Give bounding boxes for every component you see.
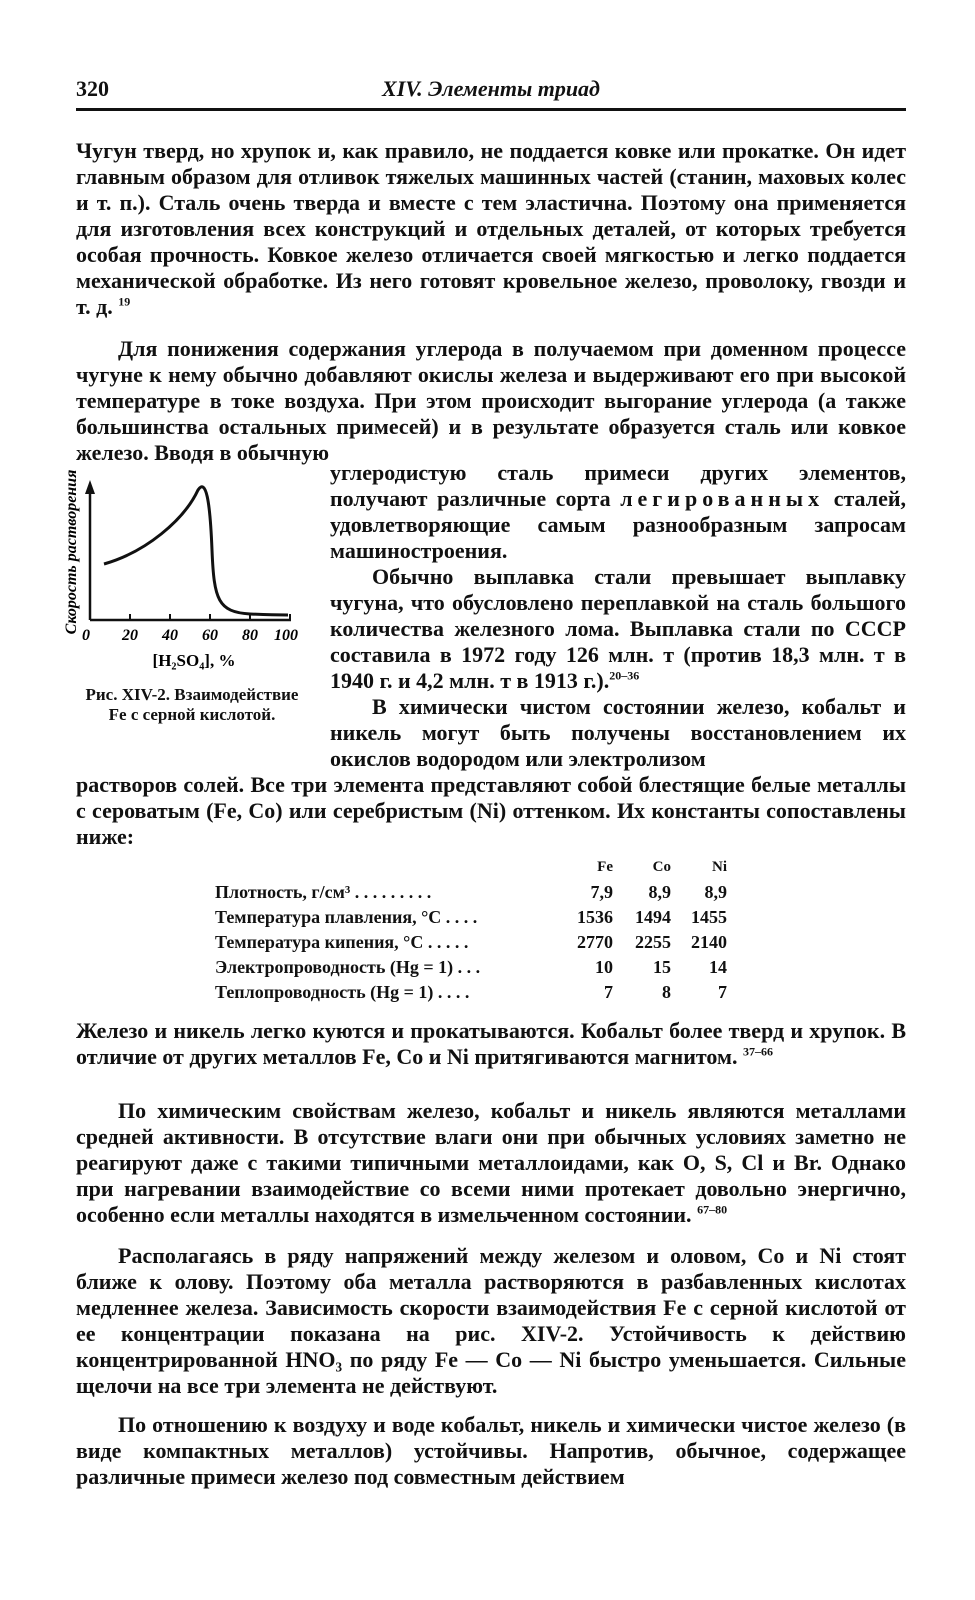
paragraph-5 <box>76 1018 906 1070</box>
cell-fe: 7,9 <box>590 882 613 902</box>
p3-ref: 20–36 <box>609 668 640 683</box>
p7-text: Располагаясь в ряду напряжений между железом и оловом, Co и Ni стоят ближе к олову. Поэтому оба металла растворяются в разбавленных кислотах медленнее железа. Зависимость скорости взаимодействия Fe с серной кислотой от ее концентрации показана на рис. XIV-2. Устойчивость к действию концентрированной HNO₃ по ряду Fe — Co — Ni быстро уменьшается. Сильные щелочи на все три элемента не действуют. <box>76 1243 906 1398</box>
cell-fe: 2770 <box>577 932 613 952</box>
paragraph-7 <box>76 1243 906 1399</box>
page-number: 320 <box>76 76 109 101</box>
paragraph-4-continued <box>76 772 906 850</box>
cell-fe: 10 <box>595 957 613 977</box>
p6-ref: 67–80 <box>697 1202 728 1217</box>
tick-label-40: 40 <box>162 627 178 644</box>
p2-side-a: углеродистую сталь примеси других элементов, получают различные сорта <box>330 460 906 511</box>
row-label: Электропроводность (Hg = 1) . . . <box>215 957 481 977</box>
tick-label-0: 0 <box>82 627 90 644</box>
table-header-row <box>215 855 735 880</box>
paragraph-6 <box>76 1098 906 1228</box>
y-axis-label: Скорость растворения <box>63 469 80 635</box>
row-label: Температура кипения, °С . . . . . <box>215 932 469 952</box>
cell-fe: 1536 <box>577 907 613 927</box>
table-row <box>215 955 735 980</box>
paragraph-2 <box>76 336 906 466</box>
cell-co: 1494 <box>635 907 671 927</box>
x-axis-label: [H₂SO₄], % <box>152 651 236 670</box>
running-title: XIV. Элементы триад <box>382 76 600 101</box>
column-header-co: Co <box>652 859 671 875</box>
tick-label-100: 100 <box>274 627 298 644</box>
row-label: Плотность, г/см³ . . . . . . . . . <box>215 882 432 902</box>
cell-co: 8 <box>662 982 671 1002</box>
row-label: Температура плавления, °С . . . . <box>215 907 478 927</box>
figure-xiv-2 <box>63 469 316 770</box>
rate-curve <box>104 487 288 615</box>
p2-spaced-word: легированных <box>620 486 825 511</box>
cell-ni: 14 <box>709 957 727 977</box>
rate-curve-plot <box>63 469 316 680</box>
y-axis-arrow <box>85 480 95 494</box>
cell-ni: 8,9 <box>704 882 727 902</box>
table-row <box>215 905 735 930</box>
side-column <box>330 460 906 772</box>
p1-text: Чугун тверд, но хрупок и, как правило, не поддается ковке или прокатке. Он идет главным образом для отливок тяжелых машинных частей (станин, маховых колес и т. п.). Сталь очень тверда и вместе с тем эластична. Поэтому она применяется для изготовления всех конструкций и отдельных деталей, от которых требуется особая прочность. Ковкое железо отличается своей мягкостью и легко поддается механической обработке. Из него готовят кровельное железо, проволоку, гвозди и т. д. <box>76 138 906 319</box>
constants-table <box>215 855 735 1005</box>
cell-co: 8,9 <box>648 882 671 902</box>
cell-co: 15 <box>653 957 671 977</box>
paragraph-8 <box>76 1412 906 1490</box>
tick-label-80: 80 <box>242 627 258 644</box>
column-header-fe: Fe <box>597 859 613 875</box>
p2-text: Для понижения содержания углерода в получаемом при доменном процессе чугуне к нему обычно добавляют окислы железа и выдерживают его при высокой температуре в токе воздуха. При этом происходит выгорание углерода (а также большинства остальных примесей) и в результате образуется сталь или ковкое железо. Вводя в обычную <box>76 336 906 465</box>
cell-ni: 2140 <box>691 932 727 952</box>
table-row <box>215 880 735 905</box>
row-label: Теплопроводность (Hg = 1) . . . . <box>215 982 470 1002</box>
cell-ni: 7 <box>718 982 727 1002</box>
table-row <box>215 930 735 955</box>
tick-label-20: 20 <box>122 627 138 644</box>
p4-side-text: В химически чистом состоянии железо, кобальт и никель могут быть получены восстановлением их окислов водородом или электролизом <box>330 694 906 771</box>
column-header-ni: Ni <box>712 859 727 875</box>
paragraph-1 <box>76 138 906 320</box>
p2-side-b: сталей, удовлетворяющие самым разнообразным запросам машиностроения. <box>330 486 907 563</box>
p6-text: По химическим свойствам железо, кобальт и никель являются металлами средней активности. В отсутствие влаги они при обычных условиях заметно не реагируют даже с такими типичными металлоидами, как O, S, Cl и Br. Однако при нагревании взаимодействие со всеми ними протекает довольно энергично, особенно если металлы находятся в измельченном состоянии. <box>76 1098 906 1227</box>
p1-ref: 19 <box>118 294 131 309</box>
p8-text: По отношению к воздуху и воде кобальт, никель и химически чистое железо (в виде компактных металлов) устойчивы. Напротив, обычное, содержащее различные примеси железо под совместным действием <box>76 1412 906 1489</box>
figure-caption: Рис. XIV-2. Взаимодействие Fe с серной кислотой. <box>85 685 299 724</box>
cell-ni: 1455 <box>691 907 727 927</box>
tick-label-60: 60 <box>202 627 218 644</box>
page-header <box>76 74 906 111</box>
cell-co: 2255 <box>635 932 671 952</box>
p5-ref: 37–66 <box>742 1044 773 1059</box>
table-row <box>215 980 735 1005</box>
p5-text: Железо и никель легко куются и прокатываются. Кобальт более тверд и хрупок. В отличие от других металлов Fe, Co и Ni притягиваются магнитом. <box>76 1018 906 1069</box>
cell-fe: 7 <box>604 982 613 1002</box>
p4-full-text: растворов солей. Все три элемента представляют собой блестящие белые металлы с сероватым (Fe, Co) или серебристым (Ni) оттенком. Их константы сопоставлены ниже: <box>76 772 906 849</box>
p3-text: Обычно выплавка стали превышает выплавку чугуна, что обусловлено переплавкой на сталь большого количества железного лома. Выплавка стали по СССР составила в 1972 году 126 млн. т (против 18,3 млн. т в 1940 г. и 4,2 млн. т в 1913 г.). <box>330 564 906 693</box>
